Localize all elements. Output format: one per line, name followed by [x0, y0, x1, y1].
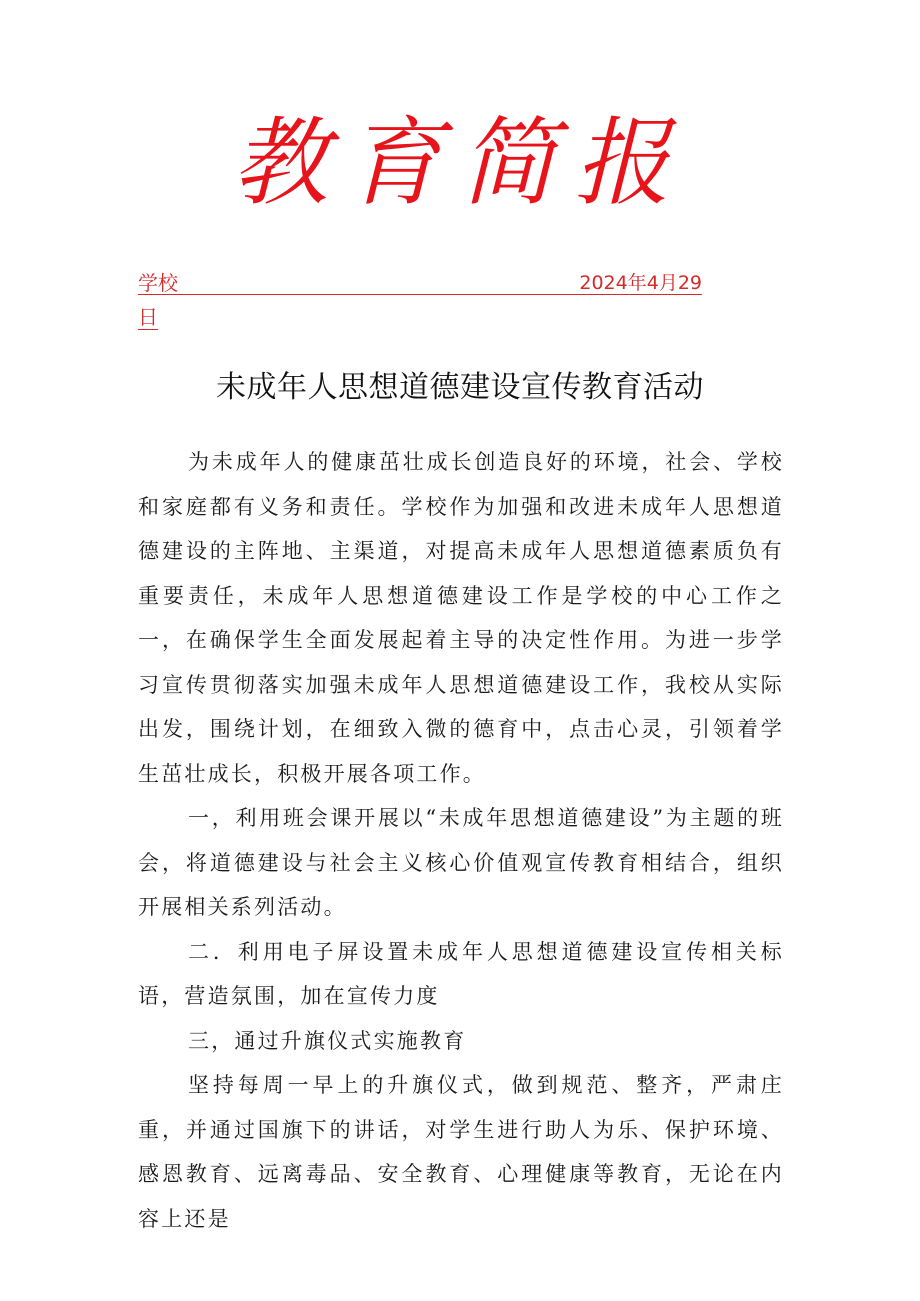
date-day-label: 日 [138, 305, 158, 329]
article-body [138, 440, 784, 1241]
meta-line [138, 272, 702, 295]
paragraph-item-1: 一，利用班会课开展以“未成年思想道德建设”为主题的班会，将道德建设与社会主义核心价值观宣传教育相结合，组织开展相关系列活动。 [138, 806, 784, 919]
paragraph-flag-ceremony: 坚持每周一早上的升旗仪式，做到规范、整齐，严肃庄重，并通过国旗下的讲话，对学生进行助人为乐、保护环境、感恩教育、远离毒品、安全教育、心理健康等教育，无论在内容上还是 [138, 1073, 784, 1231]
paragraph-intro: 为未成年人的健康茁壮成长创造良好的环境，社会、学校和家庭都有义务和责任。学校作为加强和改进未成年人思想道德建设的主阵地、主渠道，对提高未成年人思想道德素质负有重要责任，未成年人思想道德建设工作是学校的中心工作之一，在确保学生全面发展起着主导的决定性作用。为进一步学习宣传贯彻落实加强未成年人思想道德建设工作，我校从实际出发，围绕计划，在细致入微的德育中，点击心灵，引领着学生茁壮成长，积极开展各项工作。 [138, 450, 784, 786]
paragraph-item-3: 三，通过升旗仪式实施教育 [188, 1028, 467, 1053]
school-label: 学校 [138, 271, 178, 295]
article-title: 未成年人思想道德建设宣传教育活动 [216, 370, 704, 405]
date-label: 2024年4月29 [579, 272, 702, 294]
masthead-title: 教育简报 [232, 107, 688, 219]
paragraph-item-2: 二．利用电子屏设置未成年人思想道德建设宣传相关标语，营造氛围，加在宣传力度 [138, 939, 784, 1008]
